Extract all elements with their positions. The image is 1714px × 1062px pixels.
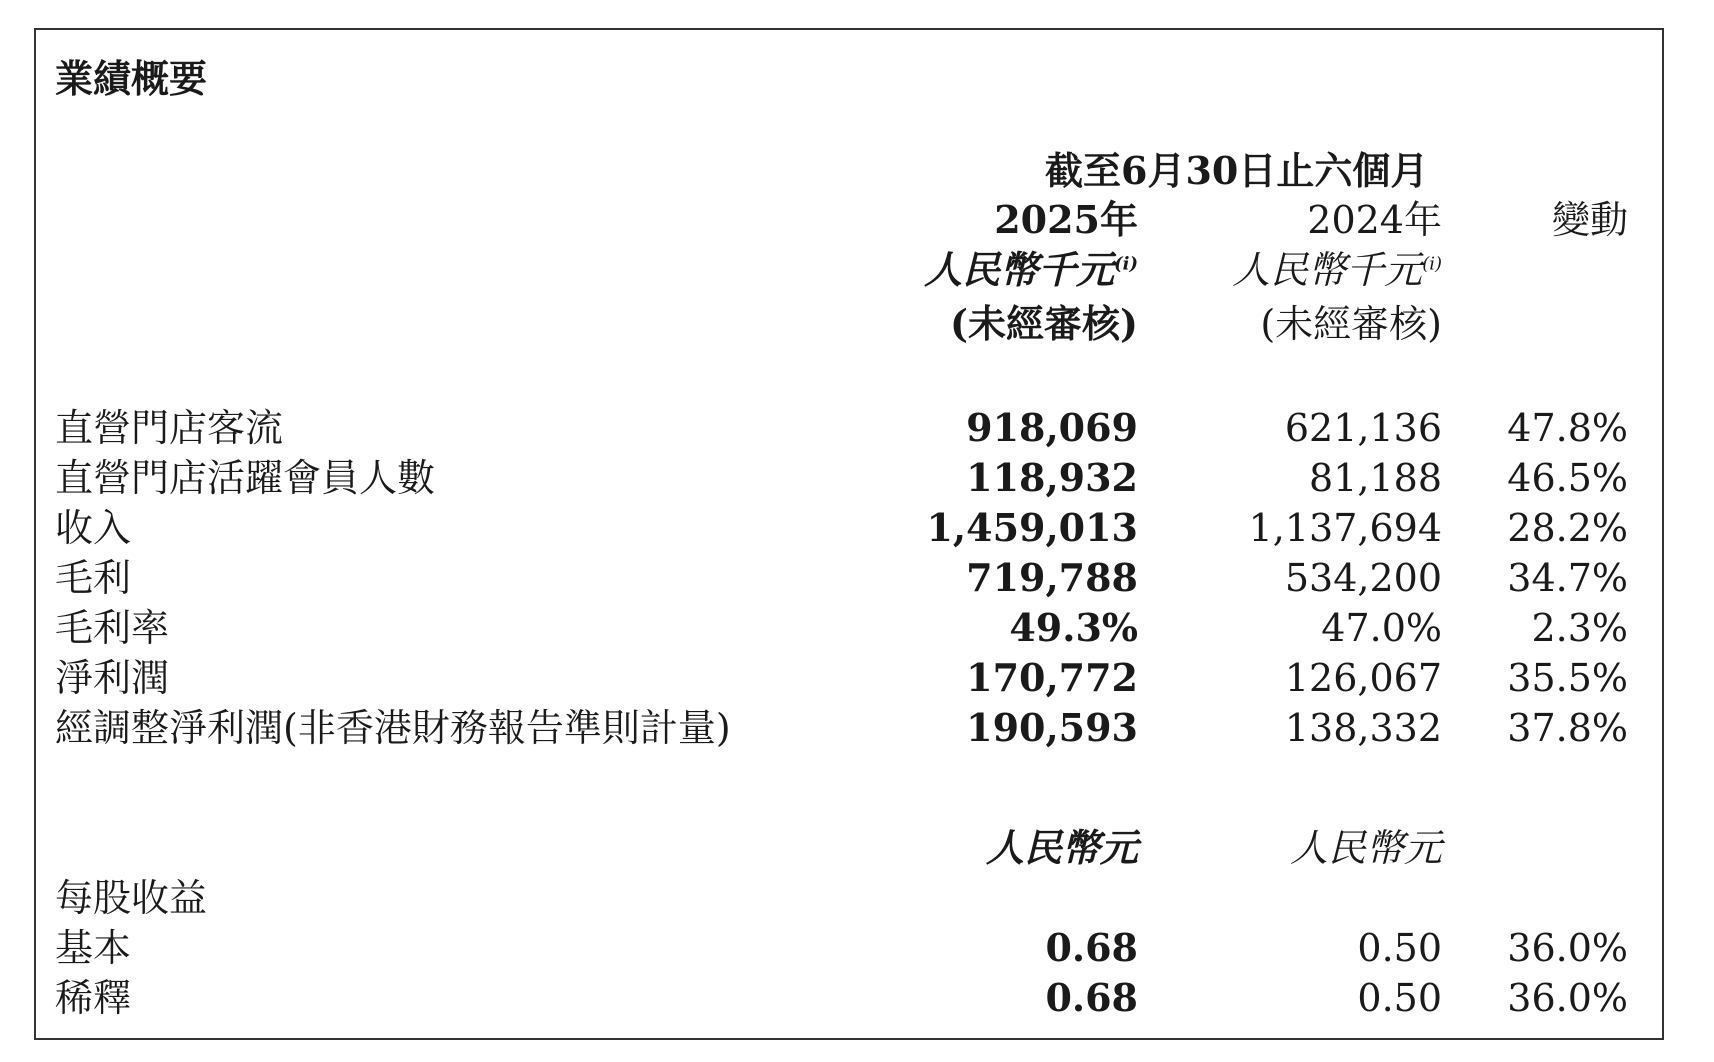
row-label: 淨利潤 xyxy=(55,656,170,700)
row-change: 37.8% xyxy=(1507,706,1628,750)
unit-2024-header xyxy=(1232,248,1442,292)
eps-change: 36.0% xyxy=(1507,926,1628,970)
row-label: 直營門店活躍會員人數 xyxy=(55,456,436,500)
row-change: 35.5% xyxy=(1507,656,1628,700)
audit-2024-header: (未經審核) xyxy=(1260,302,1442,346)
note-mark-2024: (i) xyxy=(1422,253,1442,275)
row-value-2025: 170,772 xyxy=(966,655,1138,700)
eps-value-2025: 0.68 xyxy=(1045,925,1138,970)
row-value-2025: 190,593 xyxy=(966,705,1138,750)
row-value-2024: 47.0% xyxy=(1321,606,1442,650)
row-value-2024: 534,200 xyxy=(1284,556,1442,600)
row-change: 2.3% xyxy=(1531,606,1628,650)
row-value-2025: 918,069 xyxy=(966,405,1138,450)
row-value-2025: 1,459,013 xyxy=(926,505,1138,550)
eps-value-2024: 0.50 xyxy=(1357,976,1442,1020)
eps-unit-2025: 人民幣元 xyxy=(985,825,1138,870)
row-label: 毛利率 xyxy=(55,606,170,650)
row-change: 46.5% xyxy=(1507,456,1628,500)
eps-value-2024: 0.50 xyxy=(1357,926,1442,970)
row-value-2025: 118,932 xyxy=(966,455,1138,500)
row-value-2024: 81,188 xyxy=(1309,456,1442,500)
eps-row-label: 稀釋 xyxy=(55,976,132,1020)
year-2025-header: 2025年 xyxy=(994,197,1138,242)
row-value-2024: 621,136 xyxy=(1284,406,1442,450)
section-title: 業績概要 xyxy=(55,56,208,101)
eps-heading: 每股收益 xyxy=(55,876,208,920)
eps-change: 36.0% xyxy=(1507,976,1628,1020)
eps-unit-2024: 人民幣元 xyxy=(1289,826,1442,870)
row-label: 直營門店客流 xyxy=(55,406,284,450)
row-label: 收入 xyxy=(55,506,132,550)
row-label: 毛利 xyxy=(55,556,132,600)
unit-2024-text: 人民幣千元 xyxy=(1232,248,1423,292)
row-value-2025: 719,788 xyxy=(966,555,1138,600)
row-value-2024: 138,332 xyxy=(1284,706,1442,750)
audit-2025-header: (未經審核) xyxy=(950,301,1138,346)
year-2024-header: 2024年 xyxy=(1307,198,1442,242)
unit-2025-text: 人民幣千元 xyxy=(924,247,1115,292)
row-value-2024: 1,137,694 xyxy=(1248,506,1442,550)
note-mark-2025: (i) xyxy=(1114,253,1138,275)
eps-row-label: 基本 xyxy=(55,926,132,970)
row-label: 經調整淨利潤(非香港財務報告準則計量) xyxy=(55,706,731,750)
row-change: 47.8% xyxy=(1507,406,1628,450)
row-value-2024: 126,067 xyxy=(1284,656,1442,700)
row-change: 34.7% xyxy=(1507,556,1628,600)
eps-value-2025: 0.68 xyxy=(1045,975,1138,1020)
unit-2025-header xyxy=(924,247,1138,292)
row-change: 28.2% xyxy=(1507,506,1628,550)
period-header: 截至6月30日止六個月 xyxy=(1045,148,1429,193)
change-header: 變動 xyxy=(1551,198,1628,242)
row-value-2025: 49.3% xyxy=(1009,605,1138,650)
